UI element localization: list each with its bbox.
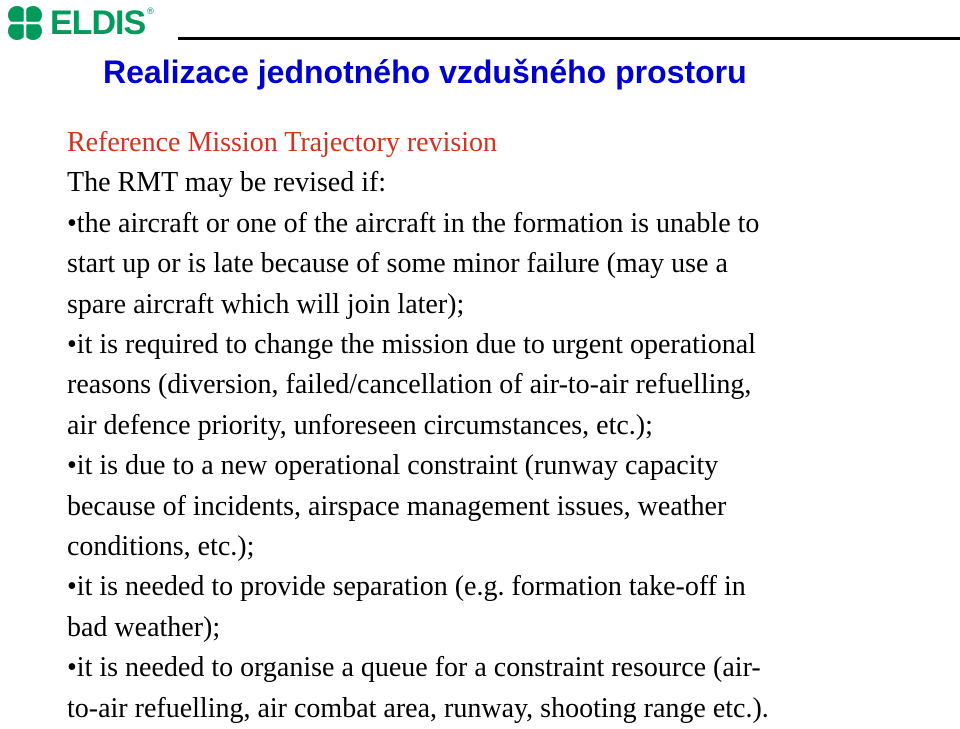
logo-text: ELDIS — [50, 4, 146, 42]
slide-body — [67, 123, 947, 729]
registered-mark: ® — [147, 6, 154, 16]
body-line: spare aircraft which will join later); — [67, 288, 465, 320]
body-line: reasons (diversion, failed/cancellation of air-to-air refuelling, — [67, 369, 752, 401]
body-line: •it is needed to organise a queue for a constraint resource (air- — [67, 652, 761, 684]
body-line: The RMT may be revised if: — [67, 167, 387, 199]
body-line: •it is required to change the mission due to urgent operational — [67, 329, 756, 361]
header-divider — [178, 37, 960, 40]
body-line: •it is due to a new operational constraint (runway capacity — [67, 450, 719, 482]
body-line: because of incidents, airspace management issues, weather — [67, 490, 727, 522]
section-heading: Reference Mission Trajectory revision — [67, 127, 498, 158]
clover-icon — [4, 2, 46, 44]
body-line: •it is needed to provide separation (e.g. formation take-off in — [67, 571, 746, 603]
body-line: air defence priority, unforeseen circumstances, etc.); — [67, 409, 653, 441]
body-line: conditions, etc.); — [67, 531, 255, 563]
body-line: •the aircraft or one of the aircraft in the formation is unable to — [67, 207, 760, 239]
slide-title: Realizace jednotného vzdušného prostoru — [103, 54, 747, 90]
eldis-logo — [4, 3, 154, 43]
body-line: to-air refuelling, air combat area, runway, shooting range etc.). — [67, 692, 769, 724]
body-line: start up or is late because of some minor failure (may use a — [67, 248, 728, 280]
body-line: bad weather); — [67, 611, 221, 643]
